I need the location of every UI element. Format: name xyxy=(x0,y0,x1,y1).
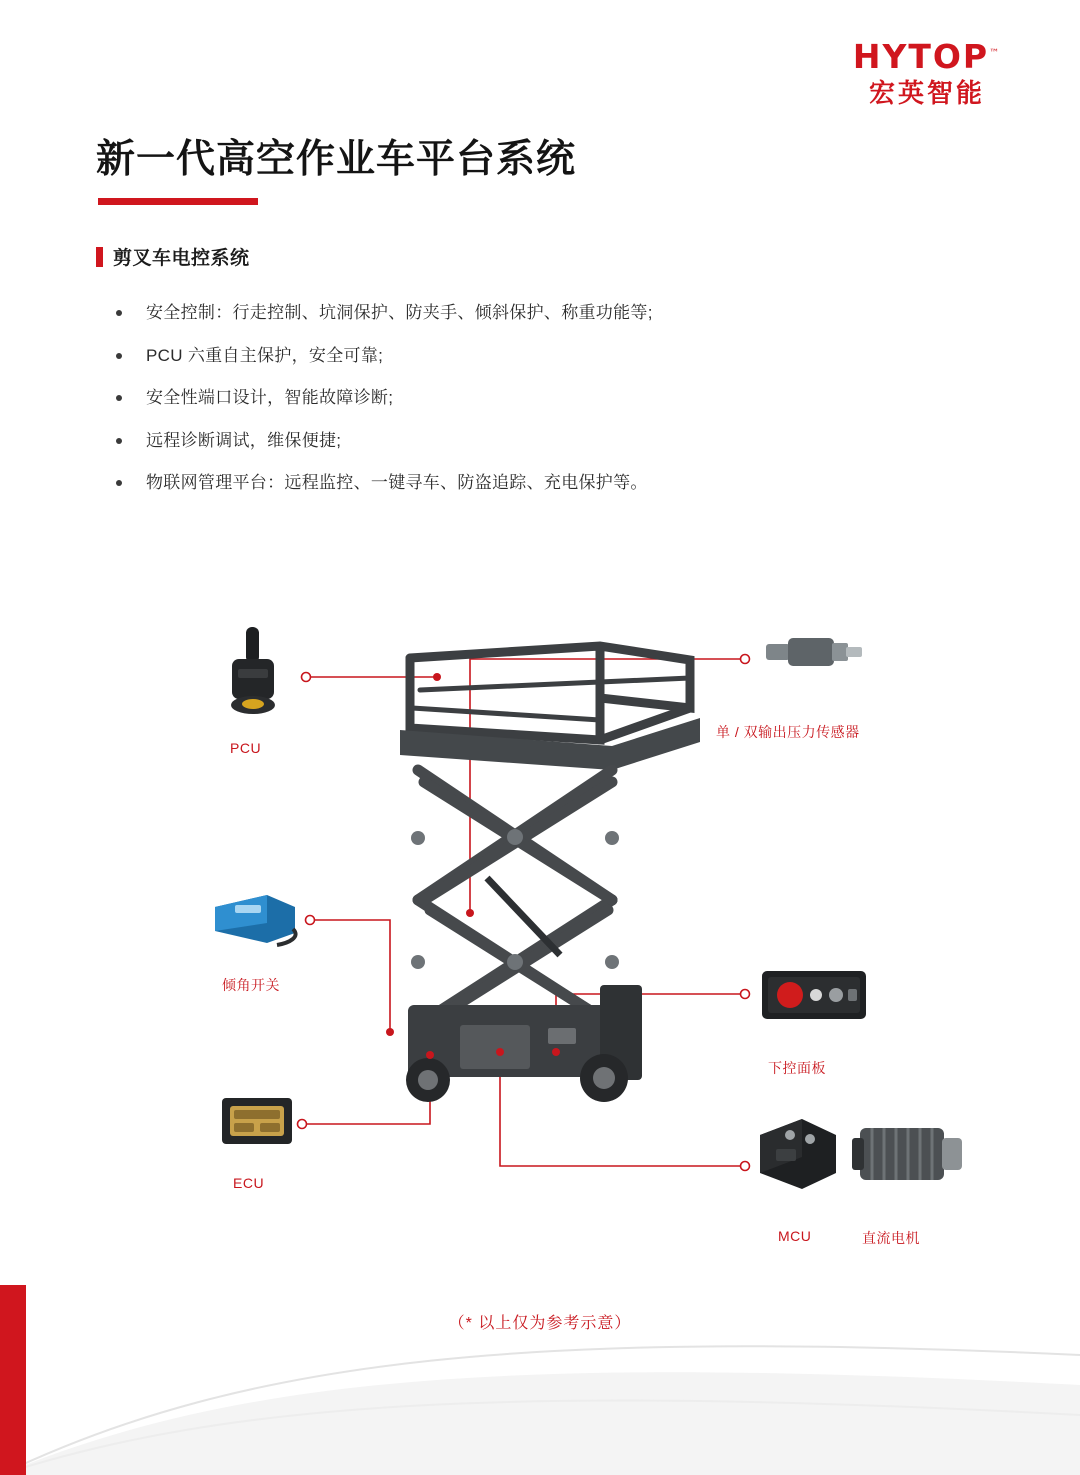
label-dc-motor: 直流电机 xyxy=(862,1230,920,1246)
list-item xyxy=(116,343,916,369)
label-pcu: PCU xyxy=(230,740,262,756)
title-underline xyxy=(98,198,258,205)
label-pressure-sensor: 单 / 双输出压力传感器 xyxy=(716,724,860,740)
product-image-pcu xyxy=(220,625,290,735)
list-item xyxy=(116,428,916,454)
brand-chinese-name: 宏英智能 xyxy=(868,78,985,108)
product-image-dc-motor xyxy=(850,1110,970,1195)
product-image-lower-control-panel xyxy=(760,965,870,1027)
list-item-text: 安全控制：行走控制、坑洞保护、防夹手、倾斜保护、称重功能等; xyxy=(146,303,653,322)
feature-list xyxy=(116,300,916,513)
brand-wordmark xyxy=(832,37,1022,76)
brand-trademark: ™ xyxy=(989,48,1002,59)
bullet-dot-icon xyxy=(116,310,122,316)
brand-logo xyxy=(832,37,1022,108)
list-item-text: PCU 六重自主保护，安全可靠; xyxy=(146,345,384,365)
label-mcu: MCU xyxy=(778,1228,812,1244)
product-image-pressure-sensor xyxy=(760,618,870,688)
label-ecu: ECU xyxy=(233,1175,265,1191)
bullet-dot-icon xyxy=(116,480,122,486)
bullet-dot-icon xyxy=(116,395,122,401)
list-item-text: 物联网管理平台：远程监控、一键寻车、防盗追踪、充电保护等。 xyxy=(146,473,648,492)
product-image-mcu xyxy=(752,1115,842,1195)
footnote: （* 以上仅为参考示意） xyxy=(448,1315,632,1332)
product-image-ecu xyxy=(218,1092,298,1156)
label-tilt-switch: 倾角开关 xyxy=(222,977,280,993)
list-item-text: 安全性端口设计，智能故障诊断; xyxy=(146,388,394,407)
list-item-text: 远程诊断调试，维保便捷; xyxy=(146,430,342,450)
section-subtitle xyxy=(96,243,250,270)
subtitle-marker xyxy=(96,247,103,267)
scissor-lift-illustration xyxy=(0,600,1080,1300)
product-diagram xyxy=(0,600,1080,1300)
list-item xyxy=(116,385,916,411)
subtitle-text: 剪叉车电控系统 xyxy=(113,248,250,269)
bullet-dot-icon xyxy=(116,438,122,444)
list-item xyxy=(116,300,916,326)
list-item xyxy=(116,470,916,496)
label-lower-control-panel: 下控面板 xyxy=(768,1060,826,1076)
bullet-dot-icon xyxy=(116,353,122,359)
brand-wordmark-text: HYTOP xyxy=(852,37,990,76)
page-title: 新一代高空作业车平台系统 xyxy=(96,138,577,181)
product-image-tilt-switch xyxy=(205,885,305,955)
